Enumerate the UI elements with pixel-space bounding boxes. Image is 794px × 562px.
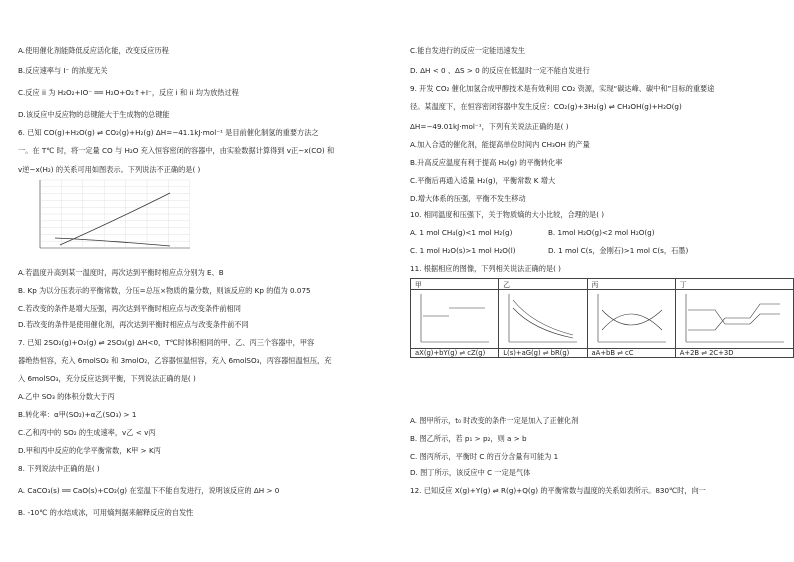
text-line: D.增大体系的压强，平衡不发生移动 <box>410 194 526 203</box>
text-line: D. ΔH < 0 、ΔS > 0 的反应在低温时一定不能自发进行 <box>410 66 590 75</box>
text-line: A.使用催化剂能降低反应活化能，改变反应历程 <box>18 46 169 55</box>
text-line: A. 图甲所示，t₀ 时改变的条件一定是加入了正催化剂 <box>410 416 579 425</box>
graph-cell <box>587 290 675 349</box>
text-line: 器绝热恒容，充入 6molSO₂ 和 3molO₂，乙容器恒温恒容，充入 6molSO₃，丙容器恒温恒压，充 <box>18 356 332 365</box>
equation-cell: aX(g)+bY(g) ⇌ cZ(g) <box>411 349 499 358</box>
table-header: 丙 <box>587 279 675 290</box>
rate-chart <box>20 178 200 254</box>
text-line: D.若改变的条件是使用催化剂，再次达到平衡时相应点与改变条件前不同 <box>18 320 249 329</box>
text-line: C.乙和丙中的 SO₂ 的生成速率，v乙 < v丙 <box>18 428 156 437</box>
text-line: 径。某温度下，在恒容密闭容器中发生反应：CO₂(g)+3H₂(g) ⇌ CH₃OH(g)+H₂O(g) <box>410 102 682 111</box>
graph-cell <box>499 290 587 349</box>
table-header: 乙 <box>499 279 587 290</box>
text-line: B.升高反应温度有利于提高 H₂(g) 的平衡转化率 <box>410 158 563 167</box>
text-line: A. CaCO₃(s) ══ CaO(s)+CO₂(g) 在室温下不能自发进行，说明该反应的 ΔH > 0 <box>18 486 280 495</box>
graph-table <box>410 278 794 358</box>
text-line: B. Kp 为以分压表示的平衡常数，分压=总压×物质的量分数，则该反应的 Kp 的值为 0.075 <box>18 286 311 295</box>
equation-cell: A+2B ⇌ 2C+3D <box>675 349 793 358</box>
text-line: 6. 已知 CO(g)+H₂O(g) ⇌ CO₂(g)+H₂(g) ΔH=−41.1kJ·mol⁻¹ 是目前催化制氢的重要方法之 <box>18 128 319 137</box>
text-line: 12. 已知反应 X(g)+Y(g) ⇌ R(g)+Q(g) 的平衡常数与温度的关系如表所示。830℃时，向一 <box>410 486 706 495</box>
text-line: A.乙中 SO₃ 的体积分数大于丙 <box>18 392 115 401</box>
text-line: 11. 根据相应的图像，下列相关说法正确的是( ) <box>410 264 561 273</box>
text-line: 8. 下列说法中正确的是( ) <box>18 464 100 473</box>
text-line: D.甲和丙中反应的化学平衡常数，K甲 > K丙 <box>18 446 161 455</box>
equation-cell: aA+bB ⇌ cC <box>587 349 675 358</box>
graph-cell <box>675 290 793 349</box>
text-line: C. 图丙所示，平衡时 C 的百分含量有可能为 1 <box>410 452 559 461</box>
text-line: C.能自发进行的反应一定能迅速发生 <box>410 46 526 55</box>
text-line: A.加入合适的催化剂，能提高单位时间内 CH₃OH 的产量 <box>410 140 590 149</box>
text-line: C.反应 ii 为 H₂O₂+IO⁻ ══ H₂O+O₂↑+I⁻，反应 i 和 ii 均为放热过程 <box>18 88 239 97</box>
text-line: 10. 相同温度和压强下，关于物质熵的大小比较，合理的是( ) <box>410 210 605 219</box>
text-line: B. 1mol H₂O(g)<2 mol H₂O(g) <box>548 228 655 237</box>
text-line: C.若改变的条件是增大压强，再次达到平衡时相应点与改变条件前相同 <box>18 304 241 313</box>
text-line: B.转化率：α甲(SO₂)+α乙(SO₃) > 1 <box>18 410 137 419</box>
text-line: D. 1 mol C(s，金刚石)>1 mol C(s，石墨) <box>548 246 689 255</box>
text-line: 入 6molSO₃，充分反应达到平衡，下列说法正确的是( ) <box>18 374 196 383</box>
text-line: D.该反应中反应物的总键能大于生成物的总键能 <box>18 110 170 119</box>
text-line: 9. 开发 CO₂ 催化加氢合成甲醇技术是有效利用 CO₂ 资源，实现“碳达峰、碳中和”目标的重要途 <box>410 84 715 93</box>
text-line: 7. 已知 2SO₂(g)+O₂(g) ⇌ 2SO₃(g) ΔH<0，T℃时体积相同的甲、乙、丙三个容器中，甲容 <box>18 338 315 347</box>
text-line: D. 图丁所示，该反应中 C 一定是气体 <box>410 468 531 477</box>
text-line: B.反应速率与 I⁻ 的浓度无关 <box>18 66 108 75</box>
text-line: B. 图乙所示，若 p₁ > p₂，则 a > b <box>410 434 527 443</box>
text-line: B. -10℃ 的水结成冰，可用熵判据来解释反应的自发性 <box>18 508 194 517</box>
text-line: v逆~x(H₂) 的关系可用如图表示。下列说法不正确的是( ) <box>18 165 201 174</box>
text-line: ΔH=−49.01kJ·mol⁻¹，下列有关说法正确的是( ) <box>410 122 569 131</box>
text-line: C.平衡后再通入适量 H₂(g)，平衡常数 K 增大 <box>410 176 556 185</box>
text-line: 一。在 T℃ 时，将一定量 CO 与 H₂O 充入恒容密闭的容器中，由实验数据计算得到 v正~x(CO) 和 <box>18 146 335 155</box>
graph-cell <box>411 290 499 349</box>
text-line: A. 1 mol CH₄(g)<1 mol H₂(g) <box>410 228 513 237</box>
text-line: C. 1 mol H₂O(s)>1 mol H₂O(l) <box>410 246 516 255</box>
equation-cell: L(s)+aG(g) ⇌ bR(g) <box>499 349 587 358</box>
text-line: A.若温度升高到某一温度时，再次达到平衡时相应点分别为 E、B <box>18 268 224 277</box>
table-header: 丁 <box>675 279 793 290</box>
table-header: 甲 <box>411 279 499 290</box>
